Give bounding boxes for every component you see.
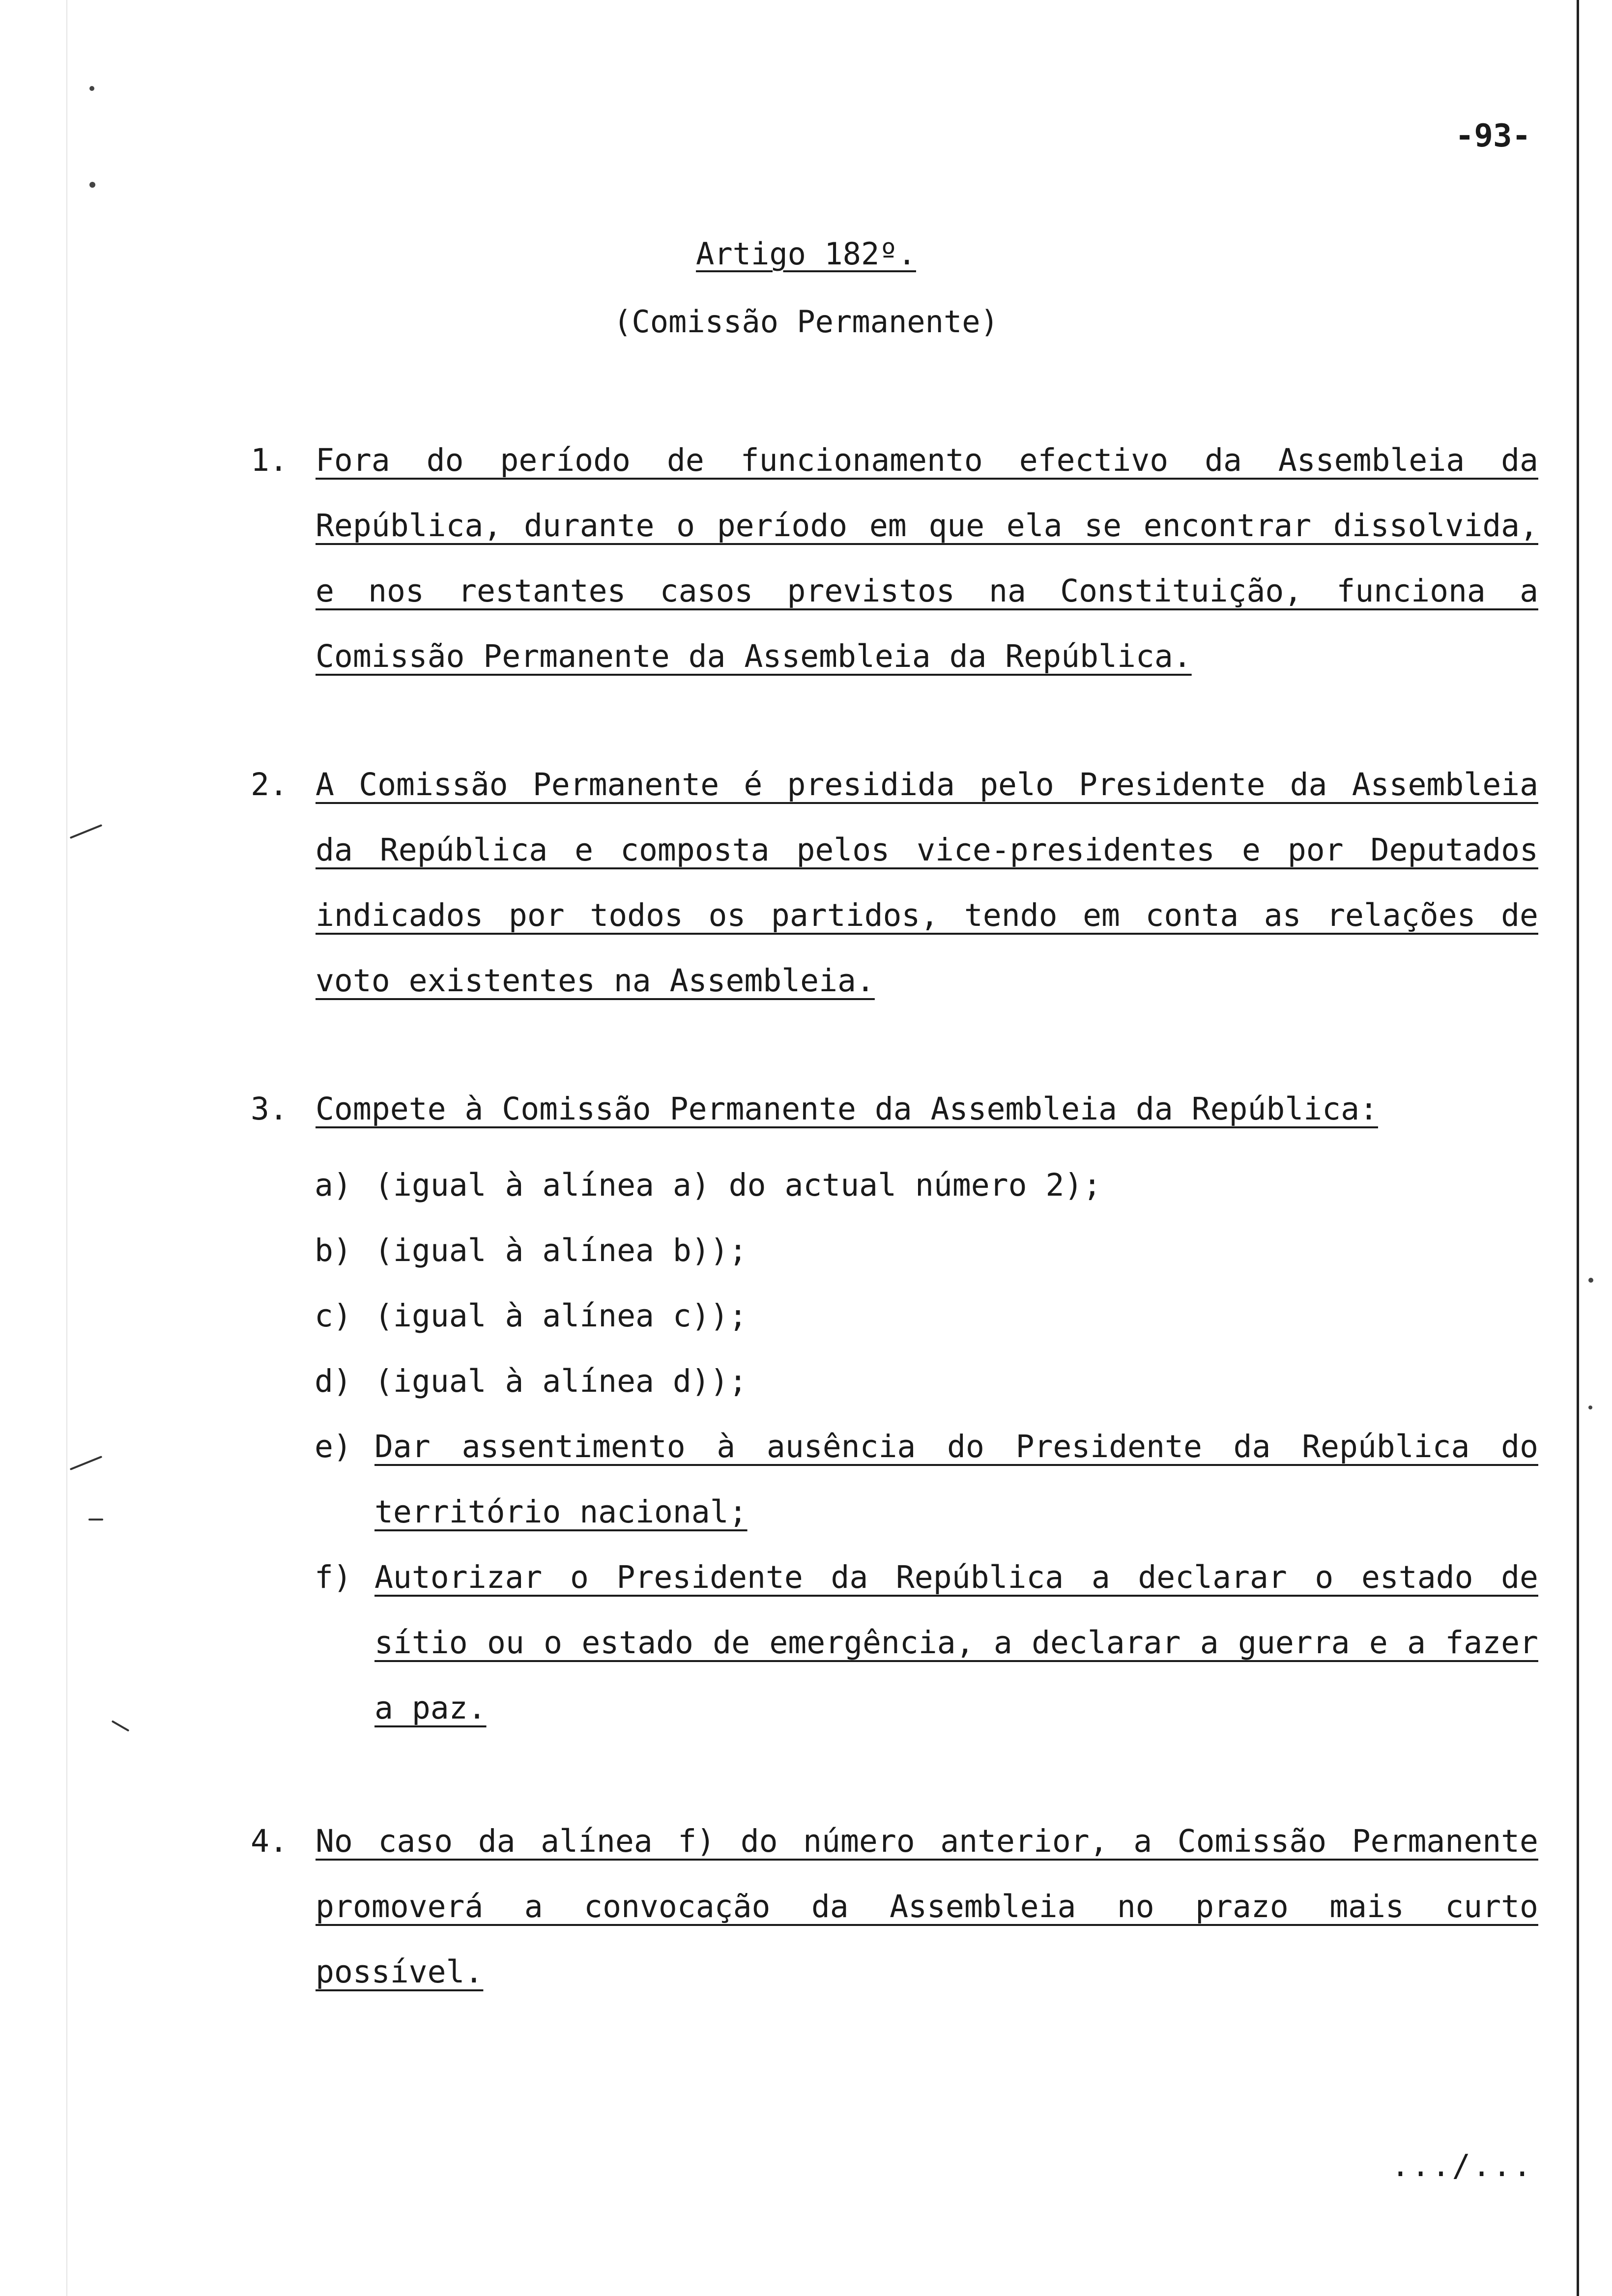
paragraph-text: Fora do período de funcionamento efectivo da Assembleia da República, durante o período em que ela se encontrar dissolvida, e nos restantes casos previstos na Constituição, funciona a Comissão Permanente da Assembleia da República. xyxy=(316,442,1538,674)
page-right-edge xyxy=(1577,0,1579,2296)
scan-mark xyxy=(88,1519,103,1521)
subitem-d xyxy=(315,1349,1538,1414)
subitem-e xyxy=(315,1414,1538,1545)
article-title: Artigo 182º. xyxy=(696,236,916,272)
subitem-text: (igual à alínea c)); xyxy=(374,1298,748,1334)
paragraph-number: 3. xyxy=(251,1091,288,1127)
subitem-text: Autorizar o Presidente da República a declarar o estado de sítio ou o estado de emergência, a declarar a guerra e a fazer a paz. xyxy=(374,1559,1538,1726)
scan-mark xyxy=(70,1456,102,1470)
subitem-letter: f) xyxy=(315,1559,352,1595)
subitem-c xyxy=(315,1283,1538,1349)
page-number: -93- xyxy=(1455,118,1531,154)
continuation-mark: .../... xyxy=(1391,2148,1533,2183)
scan-mark xyxy=(112,1720,130,1731)
paragraph-1 xyxy=(251,428,1538,689)
paragraph-number: 1. xyxy=(251,442,288,478)
paragraph-3 xyxy=(251,1076,1538,1142)
scan-speck xyxy=(89,86,94,91)
subitem-text: (igual à alínea b)); xyxy=(374,1233,748,1268)
subitem-f xyxy=(315,1545,1538,1741)
page-left-edge xyxy=(66,0,67,2296)
paragraph-text: Compete à Comissão Permanente da Assembleia da República: xyxy=(316,1091,1378,1127)
subitem-letter: d) xyxy=(315,1363,352,1399)
scan-speck xyxy=(89,182,95,188)
scan-mark xyxy=(70,824,102,839)
article-subtitle: (Comissão Permanente) xyxy=(613,304,999,340)
subitem-text: Dar assentimento à ausência do Presidente da República do território nacional; xyxy=(374,1429,1538,1530)
paragraph-text: A Comissão Permanente é presidida pelo Presidente da Assembleia da República e composta pelos vice-presidentes e por Deputados indicados por todos os partidos, tendo em conta as relações de voto existentes na Assembleia. xyxy=(316,767,1538,999)
scan-speck xyxy=(1588,1278,1593,1283)
subitem-text: (igual à alínea d)); xyxy=(374,1363,748,1399)
subitem-b xyxy=(315,1218,1538,1283)
paragraph-number: 2. xyxy=(251,767,288,803)
paragraph-2 xyxy=(251,752,1538,1013)
subitem-letter: e) xyxy=(315,1429,352,1464)
subitem-letter: b) xyxy=(315,1233,352,1268)
subitem-text: (igual à alínea a) do actual número 2); xyxy=(374,1167,1102,1203)
paragraph-number: 4. xyxy=(251,1823,288,1859)
subitem-letter: c) xyxy=(315,1298,352,1334)
paragraph-4 xyxy=(251,1808,1538,2005)
paragraph-text: No caso da alínea f) do número anterior, a Comissão Permanente promoverá a convocação da Assembleia no prazo mais curto possível. xyxy=(316,1823,1538,1990)
subitem-a xyxy=(315,1152,1538,1218)
subitem-letter: a) xyxy=(315,1167,352,1203)
scan-speck xyxy=(1588,1406,1592,1409)
